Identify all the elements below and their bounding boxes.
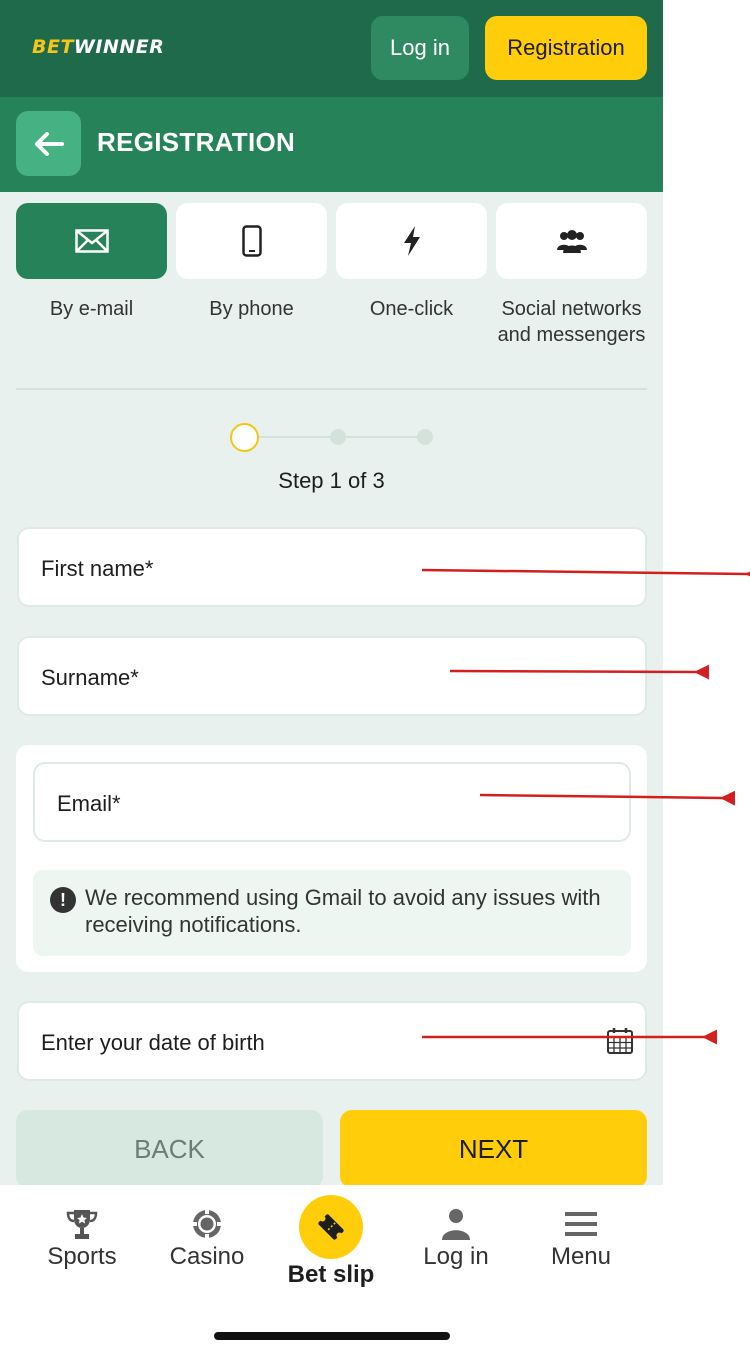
arrow-left-icon xyxy=(34,132,64,156)
logo-bet-text: BET xyxy=(32,36,74,58)
tab-social-networks[interactable] xyxy=(496,203,647,279)
title-bar xyxy=(0,97,663,192)
hamburger-icon xyxy=(564,1207,598,1241)
surname-field[interactable] xyxy=(17,636,647,716)
header-login-button[interactable]: Log in xyxy=(371,16,469,80)
tab-label-one-click: One-click xyxy=(369,298,454,320)
trophy-icon xyxy=(65,1207,99,1241)
first-name-field[interactable] xyxy=(17,527,647,607)
step-3-indicator xyxy=(417,429,433,445)
users-icon xyxy=(555,228,589,254)
back-button[interactable] xyxy=(16,111,81,176)
ticket-icon xyxy=(314,1210,348,1244)
logo-winner-text: WINNER xyxy=(73,36,165,58)
email-field[interactable] xyxy=(33,762,631,842)
tab-one-click[interactable] xyxy=(336,203,487,279)
bottom-navigation xyxy=(0,1185,663,1355)
nav-login[interactable] xyxy=(396,1207,516,1271)
envelope-icon xyxy=(75,229,109,253)
tab-by-phone[interactable] xyxy=(176,203,327,279)
user-icon xyxy=(439,1207,473,1241)
header-registration-button[interactable]: Registration xyxy=(485,16,647,80)
smartphone-icon xyxy=(242,225,262,257)
email-label: Email* xyxy=(57,791,121,816)
tab-label-email: By e-mail xyxy=(49,298,134,320)
exclamation-circle-icon: ! xyxy=(50,887,76,913)
calendar-icon[interactable] xyxy=(606,1027,634,1055)
tab-label-social: Social networks and messengers xyxy=(497,298,646,346)
tab-by-email[interactable] xyxy=(16,203,167,279)
lightning-icon xyxy=(401,225,423,257)
chip-icon xyxy=(190,1207,224,1241)
nav-bet-slip-label: Bet slip xyxy=(287,1261,375,1288)
nav-menu-label: Menu xyxy=(550,1243,612,1270)
nav-bet-slip[interactable] xyxy=(299,1195,363,1259)
email-card xyxy=(16,745,647,972)
surname-label: Surname* xyxy=(41,665,139,690)
date-of-birth-field[interactable] xyxy=(17,1001,647,1081)
nav-sports[interactable] xyxy=(22,1207,142,1271)
nav-casino-label: Casino xyxy=(169,1243,245,1270)
top-header xyxy=(0,0,663,97)
nav-casino[interactable] xyxy=(147,1207,267,1271)
tab-label-phone: By phone xyxy=(209,298,294,320)
step-progress-text: Step 1 of 3 xyxy=(278,468,385,493)
gmail-notice xyxy=(33,870,631,956)
page-title: REGISTRATION xyxy=(97,127,296,157)
nav-menu[interactable] xyxy=(521,1207,641,1271)
step-2-indicator xyxy=(330,429,346,445)
gmail-notice-text: We recommend using Gmail to avoid any issues with receiving notifications. xyxy=(85,885,601,937)
next-step-button[interactable]: NEXT xyxy=(340,1110,647,1185)
step-1-indicator xyxy=(230,423,259,452)
back-step-button[interactable]: BACK xyxy=(16,1110,323,1185)
betwinner-logo[interactable] xyxy=(32,36,164,58)
nav-login-label: Log in xyxy=(423,1243,489,1270)
nav-sports-label: Sports xyxy=(47,1243,117,1270)
date-of-birth-label: Enter your date of birth xyxy=(41,1030,265,1055)
tabs-divider xyxy=(16,388,647,390)
home-indicator xyxy=(214,1332,450,1340)
first-name-label: First name* xyxy=(41,556,154,581)
